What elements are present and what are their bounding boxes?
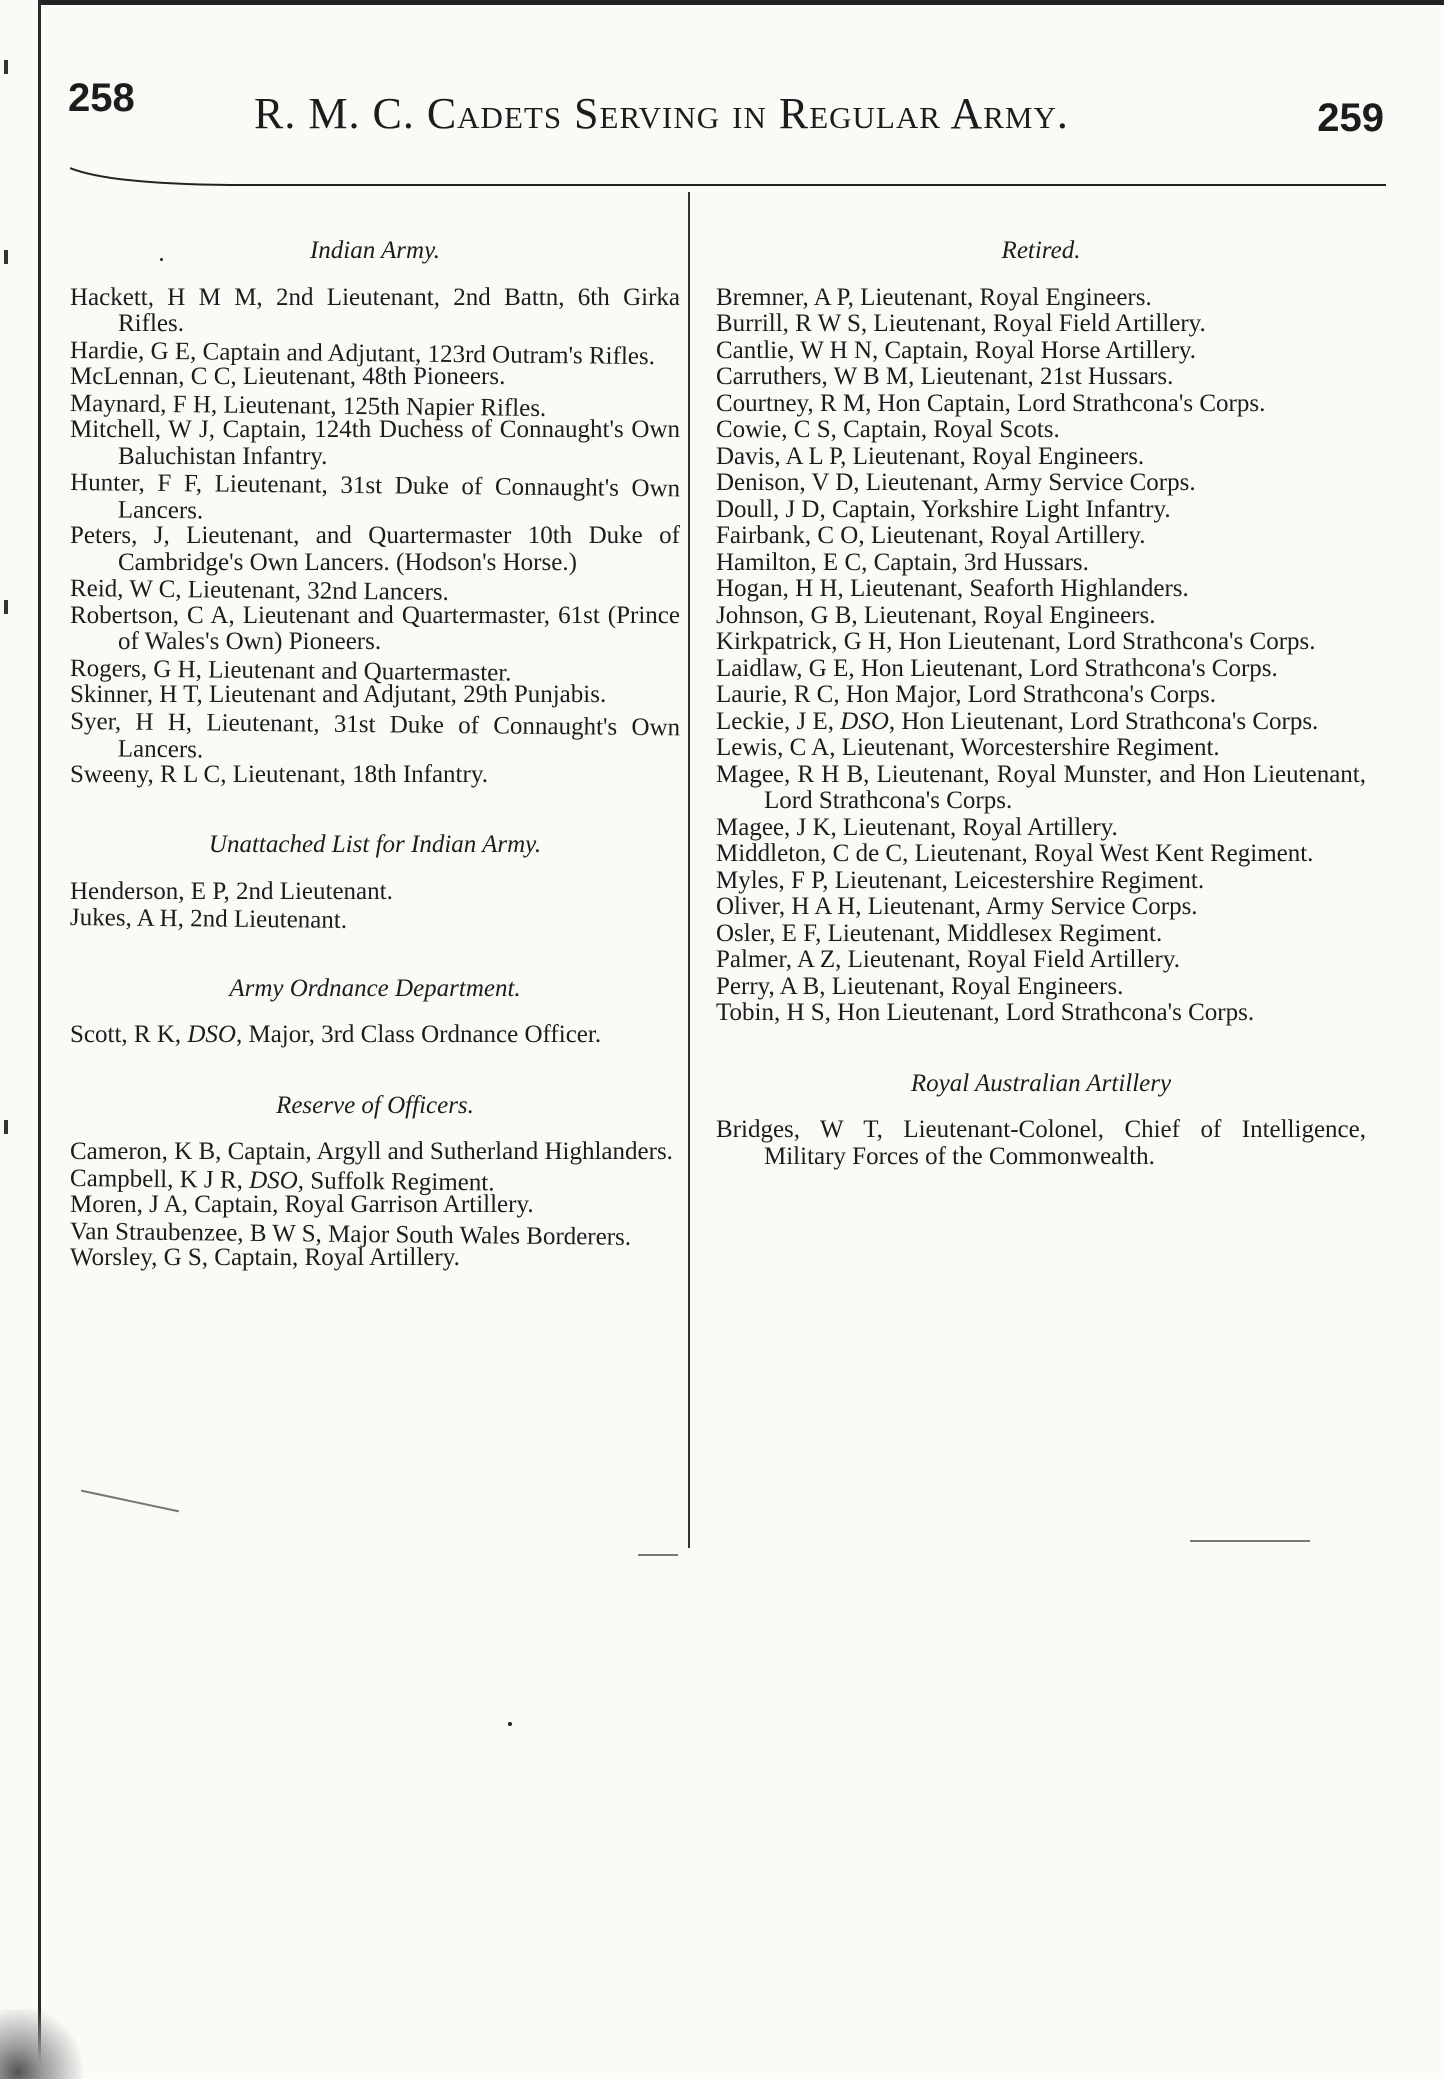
list-entry: Denison, V D, Lieutenant, Army Service Corps. xyxy=(716,469,1196,496)
running-title: R. M. C. Cadets Serving in Regular Army. xyxy=(254,89,1069,138)
entry-list xyxy=(716,285,1366,1027)
list-entry: Bridges, W T, Lieutenant-Colonel, Chief of Intelligence, Military Forces of the Commonwealth. xyxy=(716,1116,1366,1170)
list-entry: Henderson, E P, 2nd Lieutenant. xyxy=(70,877,393,905)
top-page-edge xyxy=(40,0,1444,5)
section-heading: Army Ordnance Department. xyxy=(229,974,521,1002)
page-number-left: 258 xyxy=(68,76,135,120)
list-entry: Carruthers, W B M, Lieutenant, 21st Hussars. xyxy=(716,363,1174,390)
list-entry: Jukes, A H, 2nd Lieutenant. xyxy=(69,904,348,934)
left-column-end-mark xyxy=(638,1554,678,1556)
list-entry: Bremner, A P, Lieutenant, Royal Engineers. xyxy=(716,283,1152,311)
list-entry: Lewis, C A, Lieutenant, Worcestershire Regiment. xyxy=(716,734,1220,761)
list-entry: Hamilton, E C, Captain, 3rd Hussars. xyxy=(716,548,1089,576)
header-rule xyxy=(70,166,1386,188)
list-entry: Hackett, H M M, 2nd Lieutenant, 2nd Battn, 6th Girka Rifles. xyxy=(70,283,680,337)
right-column-end-mark xyxy=(1190,1540,1310,1542)
page-edge-marks xyxy=(0,0,14,2079)
list-entry: Worsley, G S, Captain, Royal Artillery. xyxy=(70,1244,460,1271)
list-entry: Laurie, R C, Hon Major, Lord Strathcona's Corps. xyxy=(716,681,1216,708)
list-entry: Tobin, H S, Hon Lieutenant, Lord Strathcona's Corps. xyxy=(716,999,1255,1026)
list-entry: Reid, W C, Lieutenant, 32nd Lancers. xyxy=(69,575,449,606)
list-entry: Cowie, C S, Captain, Royal Scots. xyxy=(716,416,1060,443)
page-header xyxy=(68,70,1384,150)
speck xyxy=(160,258,163,261)
list-entry: Fairbank, C O, Lieutenant, Royal Artillery. xyxy=(716,522,1146,549)
right-column xyxy=(716,238,1366,1214)
list-entry: Hardie, G E, Captain and Adjutant, 123rd Outram's Rifles. xyxy=(69,336,656,370)
list-entry: Scott, R K, DSO, Major, 3rd Class Ordnance Officer. xyxy=(70,1021,602,1048)
section xyxy=(716,1071,1366,1171)
list-entry: Sweeny, R L C, Lieutenant, 18th Infantry. xyxy=(70,760,488,788)
section-heading: Unattached List for Indian Army. xyxy=(208,831,542,858)
list-entry: Courtney, R M, Hon Captain, Lord Strathcona's Corps. xyxy=(716,389,1266,417)
entry-list xyxy=(716,1117,1366,1170)
section-heading: Indian Army. xyxy=(309,237,441,264)
list-entry: Hunter, F F, Lieutenant, 31st Duke of Connaught's Own Lancers. xyxy=(70,469,681,524)
list-entry: Doull, J D, Captain, Yorkshire Light Infantry. xyxy=(716,495,1171,523)
list-entry: McLennan, C C, Lieutenant, 48th Pioneers. xyxy=(70,363,506,390)
entry-list xyxy=(70,1139,680,1272)
binding-edge xyxy=(38,0,41,2079)
list-entry: Palmer, A Z, Lieutenant, Royal Field Artillery. xyxy=(716,946,1180,973)
page-stain xyxy=(0,2009,90,2079)
list-entry: Hogan, H H, Lieutenant, Seaforth Highlanders. xyxy=(716,575,1189,602)
section-heading: Royal Australian Artillery xyxy=(910,1069,1172,1097)
list-entry: Rogers, G H, Lieutenant and Quartermaster. xyxy=(69,654,512,687)
list-entry: Magee, J K, Lieutenant, Royal Artillery. xyxy=(716,813,1118,841)
list-entry: Van Straubenzee, B W S, Major South Wales Borderers. xyxy=(69,1217,632,1251)
section xyxy=(70,238,680,788)
list-entry: Burrill, R W S, Lieutenant, Royal Field Artillery. xyxy=(716,310,1206,337)
list-entry: Leckie, J E, DSO, Hon Lieutenant, Lord Strathcona's Corps. xyxy=(716,707,1319,735)
list-entry: Kirkpatrick, G H, Hon Lieutenant, Lord Strathcona's Corps. xyxy=(716,628,1316,655)
speck xyxy=(508,1722,512,1726)
list-entry: Cameron, K B, Captain, Argyll and Sutherland Highlanders. xyxy=(70,1138,673,1165)
list-entry: Osler, E F, Lieutenant, Middlesex Regiment. xyxy=(716,919,1163,947)
list-entry: Mitchell, W J, Captain, 124th Duchess of Connaught's Own Baluchistan Infantry. xyxy=(70,416,680,470)
list-entry: Cantlie, W H N, Captain, Royal Horse Artillery. xyxy=(716,336,1197,364)
list-entry: Oliver, H A H, Lieutenant, Army Service Corps. xyxy=(716,893,1198,920)
entry-list xyxy=(70,1022,680,1049)
section-heading: Reserve of Officers. xyxy=(276,1091,474,1119)
list-entry: Laidlaw, G E, Hon Lieutenant, Lord Strathcona's Corps. xyxy=(716,654,1278,682)
section-heading: Retired. xyxy=(1001,237,1081,264)
page-number-right: 259 xyxy=(1317,96,1384,140)
list-entry: Skinner, H T, Lieutenant and Adjutant, 29th Punjabis. xyxy=(70,681,607,708)
list-entry: Maynard, F H, Lieutenant, 125th Napier Rifles. xyxy=(69,389,547,422)
left-column xyxy=(70,238,680,1316)
list-entry: Campbell, K J R, DSO, Suffolk Regiment. xyxy=(69,1164,495,1196)
list-entry: Robertson, C A, Lieutenant and Quartermaster, 61st (Prince of Wales's Own) Pioneers. xyxy=(70,601,680,655)
list-entry: Magee, R H B, Lieutenant, Royal Munster, and Hon Lieutenant, Lord Strathcona's Corps. xyxy=(716,760,1366,814)
list-entry: Syer, H H, Lieutenant, 31st Duke of Connaught's Own Lancers. xyxy=(70,707,681,763)
section xyxy=(70,832,680,932)
section xyxy=(70,976,680,1049)
list-entry: Davis, A L P, Lieutenant, Royal Engineers. xyxy=(716,442,1145,470)
list-entry: Middleton, C de C, Lieutenant, Royal West Kent Regiment. xyxy=(716,840,1314,867)
entry-list xyxy=(70,285,680,789)
list-entry: Johnson, G B, Lieutenant, Royal Engineers. xyxy=(716,601,1156,629)
list-entry: Perry, A B, Lieutenant, Royal Engineers. xyxy=(716,972,1124,1000)
section xyxy=(716,238,1366,1027)
left-column-end-rule xyxy=(81,1490,179,1513)
column-divider xyxy=(688,192,690,1548)
entry-list xyxy=(70,879,680,932)
list-entry: Moren, J A, Captain, Royal Garrison Artillery. xyxy=(70,1191,534,1218)
list-entry: Myles, F P, Lieutenant, Leicestershire Regiment. xyxy=(716,866,1205,894)
list-entry: Peters, J, Lieutenant, and Quartermaster 10th Duke of Cambridge's Own Lancers. (Hodson's Horse.) xyxy=(70,522,680,576)
section xyxy=(70,1093,680,1272)
